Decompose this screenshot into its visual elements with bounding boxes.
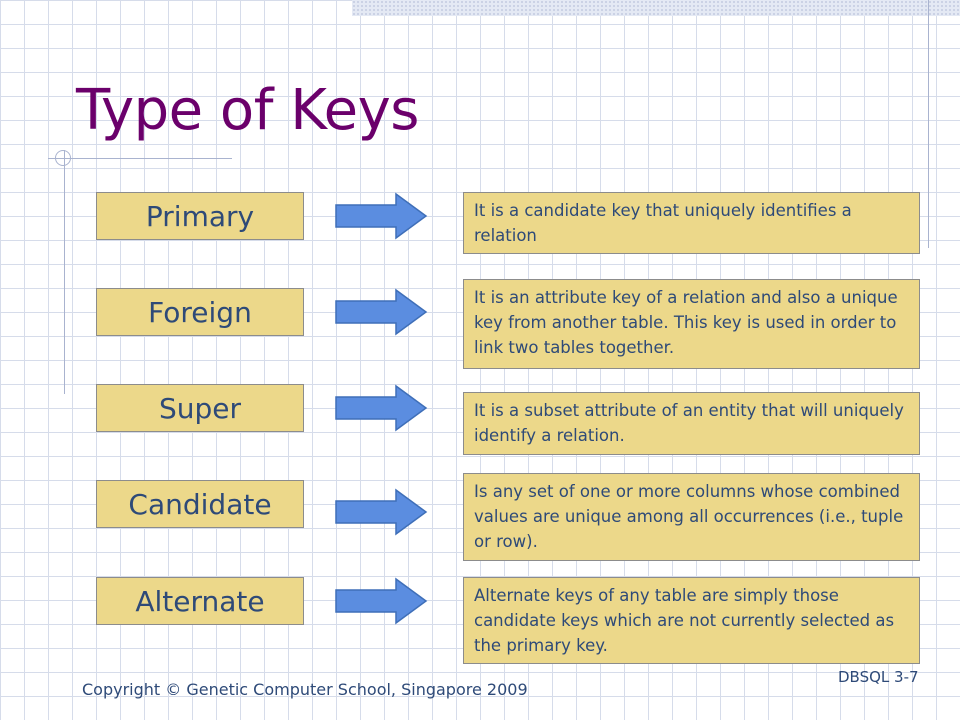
decor-vertical-line-left (64, 150, 65, 394)
key-box-candidate: Candidate (96, 480, 304, 528)
decor-title-underline (48, 158, 232, 159)
key-box-foreign: Foreign (96, 288, 304, 336)
description-alternate: Alternate keys of any table are simply those candidate keys which are not currently selected as the primary key. (463, 577, 920, 664)
description-super: It is a subset attribute of an entity that will uniquely identify a relation. (463, 392, 920, 455)
key-box-super: Super (96, 384, 304, 432)
key-box-primary: Primary (96, 192, 304, 240)
corner-decoration (352, 0, 960, 16)
key-box-alternate: Alternate (96, 577, 304, 625)
right-arrow-icon (334, 488, 428, 536)
decor-ring (55, 150, 71, 166)
right-arrow-icon (334, 577, 428, 625)
slide-number: DBSQL 3-7 (838, 668, 919, 686)
copyright-footer: Copyright © Genetic Computer School, Singapore 2009 (82, 680, 528, 699)
description-primary: It is a candidate key that uniquely identifies a relation (463, 192, 920, 254)
description-candidate: Is any set of one or more columns whose combined values are unique among all occurrences (i.e., tuple or row). (463, 473, 920, 561)
description-foreign: It is an attribute key of a relation and also a unique key from another table. This key is used in order to link two tables together. (463, 279, 920, 369)
right-arrow-icon (334, 384, 428, 432)
right-arrow-icon (334, 288, 428, 336)
decor-vertical-line-right (928, 0, 929, 248)
slide-title: Type of Keys (76, 78, 419, 143)
right-arrow-icon (334, 192, 428, 240)
